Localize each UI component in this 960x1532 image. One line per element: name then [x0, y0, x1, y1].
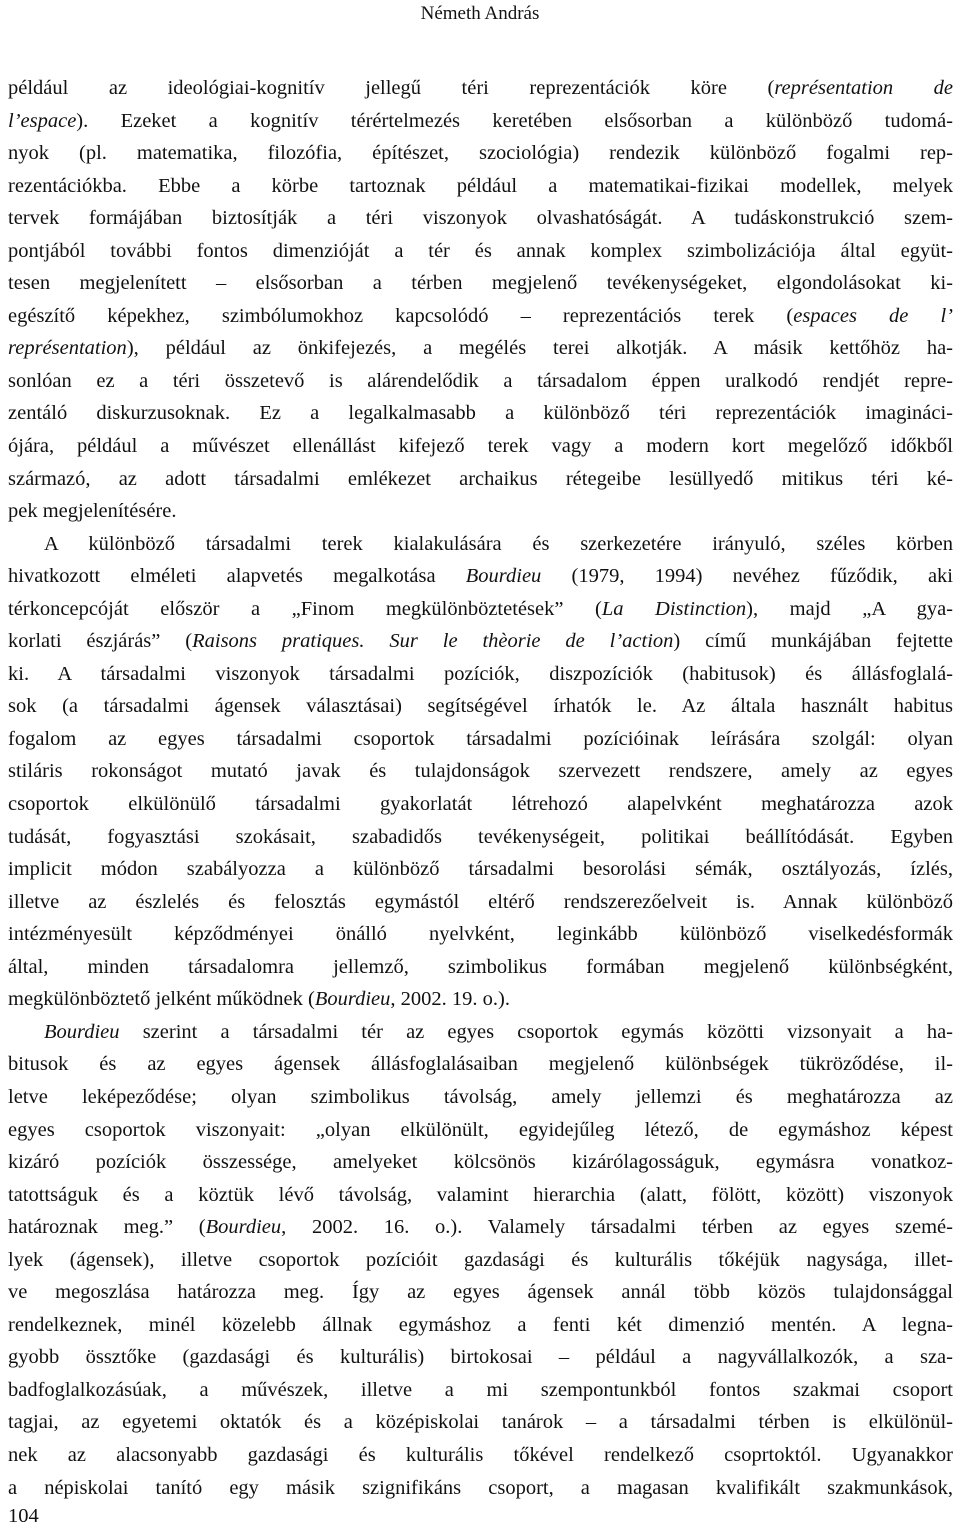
text-line: [8, 72, 953, 105]
text-run: ). Ezeket a kognitív térértelmezés keretében elsősorban a különböző tudomá-: [76, 109, 953, 132]
text-run: a népiskolai tanító egy másik szignifikáns csoport, a magasan kvalifikált szakmunkások,: [8, 1476, 953, 1499]
text-run: intézményesült képződményei önálló nyelvként, leginkább különböző viselkedésformák: [8, 923, 953, 946]
italic-text: représentation: [8, 337, 127, 360]
text-line: [8, 918, 953, 951]
text-run: implicit módon szabályozza a különböző társadalmi besorolási sémák, osztályozás, ízlés,: [8, 858, 953, 881]
text-line: [8, 202, 953, 235]
text-run: rezentációkba. Ebbe a körbe tartoznak például a matematikai-fizikai modellek, melyek: [8, 174, 953, 197]
text-run: illetve az észlelés és felosztás egymástól eltérő rendszerezőelveit is. Annak különböző: [8, 890, 953, 913]
text-run: csoportok elkülönülő társadalmi gyakorlatát létrehozó alapelvként meghatározza azok: [8, 793, 953, 816]
text-line: [8, 170, 953, 203]
text-run: tesen megjelenített – elsősorban a térben megjelenő tevékenységeket, elgondolásokat ki-: [8, 272, 953, 295]
text-line: [8, 788, 953, 821]
text-run: bitusok és az egyes ágensek állásfoglalásaiban megjelenő különbségek tükröződése, il-: [8, 1053, 953, 1076]
text-line: [8, 1472, 953, 1505]
text-line: [8, 1309, 953, 1342]
text-run: tervek formájában biztosítják a téri viszonyok olvashatóságát. A tudáskonstrukció szem-: [8, 207, 953, 230]
text-line: [8, 1244, 953, 1277]
text-run: származó, az adott társadalmi emlékezet archaikus rétegeibe lesüllyedő mitikus téri ké-: [8, 467, 953, 490]
text-run: által, minden társadalomra jellemző, szimbolikus formában megjelenő különbségként,: [8, 955, 953, 978]
italic-text: espaces de l’: [793, 304, 953, 327]
text-run: (1979, 1994) nevéhez fűződik, aki: [541, 565, 953, 588]
text-line: [8, 397, 953, 430]
text-line: [8, 235, 953, 268]
text-run: ki. A társadalmi viszonyok társadalmi pozíciók, diszpozíciók (habitusok) és állásfoglalá-: [8, 662, 953, 685]
text-line: [8, 267, 953, 300]
text-line: [8, 1146, 953, 1179]
text-line: [8, 1081, 953, 1114]
text-run: tudását, fogyasztási szokásait, szabadidős tevékenységeit, politikai beállítódását. Egyben: [8, 825, 953, 848]
text-run: sok (a társadalmi ágensek választásai) segítségével írhatók le. Az általa használt habitus: [8, 695, 953, 718]
text-run: ve megoszlása határozza meg. Így az egyes ágensek annál több közös tulajdonsággal: [8, 1281, 953, 1304]
text-line: [8, 1341, 953, 1374]
text-line: [8, 625, 953, 658]
text-line: [8, 463, 953, 496]
italic-text: Bourdieu: [44, 1020, 120, 1043]
text-run: például az ideológiai-kognitív jellegű téri reprezentációk köre (: [8, 77, 775, 99]
text-run: megkülönböztető jelként működnek (: [8, 988, 315, 1011]
text-line: [8, 430, 953, 463]
body-text: [8, 72, 953, 1504]
italic-text: représentation de: [774, 77, 953, 99]
text-run: határoznak meg.” (: [8, 1216, 206, 1239]
text-line: [8, 1016, 953, 1049]
text-run: lyek (ágensek), illetve csoportok pozícióit gazdasági és kulturális tőkéjük nagysága, illet-: [8, 1248, 953, 1271]
italic-text: Bourdieu: [465, 565, 542, 588]
text-run: pontjából további fontos dimenzióját a tér és annak komplex szimbolizációja által együt-: [8, 239, 953, 262]
text-run: zentáló diskurzusoknak. Ez a legalkalmasabb a különböző téri reprezentációk imagináci-: [8, 402, 953, 425]
text-line: [8, 105, 953, 138]
text-run: , 2002. 19. o.).: [390, 988, 510, 1011]
running-head-author: Németh András: [420, 3, 540, 24]
text-run: sonlóan ez a téri összetevő is alárendelődik a társadalom éppen uralkodó rendjét repre-: [8, 369, 953, 392]
text-run: tatottságuk és a köztük lévő távolság, valamint hierarchia (alatt, fölött, között) viszonyok: [8, 1183, 953, 1206]
text-line: [8, 1211, 953, 1244]
text-line: [8, 690, 953, 723]
text-line: [8, 755, 953, 788]
text-line: [8, 983, 953, 1016]
text-run: gyobb össztőke (gazdasági és kulturális) birtokosai – például a nagyvállalkozók, a sza-: [8, 1346, 953, 1369]
text-run: ), majd „A gya-: [746, 597, 953, 620]
text-run: ójára, például a művészet ellenállást kifejező terek vagy a modern kort megelőző időkből: [8, 435, 953, 458]
text-run: tagjai, az egyetemi oktatók és a középiskolai tanárok – a társadalmi térben is elkülönül-: [8, 1411, 953, 1434]
text-line: [8, 723, 953, 756]
text-line: [8, 365, 953, 398]
text-line: [8, 1406, 953, 1439]
text-run: szerint a társadalmi tér az egyes csoportok egymás közötti vizsonyait a ha-: [119, 1020, 953, 1043]
page-number: 104: [8, 1505, 39, 1527]
text-run: ) című munkájában fejtette: [673, 630, 953, 653]
text-run: térkoncepcóját először a „Finom megkülönböztetések” (: [8, 597, 602, 620]
text-line: [8, 495, 953, 528]
text-run: ), például az önkifejezés, a megélés terei alkotják. A másik kettőhöz ha-: [126, 337, 953, 360]
text-run: stiláris rokonságot mutató javak és tulajdonságok szervezett rendszere, amely az egyes: [8, 760, 953, 783]
text-line: [8, 1048, 953, 1081]
text-line: [8, 593, 953, 626]
italic-text: Bourdieu: [205, 1216, 282, 1239]
text-run: rendelkeznek, minél közelebb állnak egymáshoz a fenti két dimenzió mentén. A legna-: [8, 1313, 953, 1336]
text-line: [8, 137, 953, 170]
text-line: [8, 1179, 953, 1212]
italic-text: l’espace: [8, 109, 77, 132]
text-run: korlati észjárás” (: [8, 630, 193, 653]
text-run: pek megjelenítésére.: [8, 500, 177, 523]
text-run: A különböző társadalmi terek kialakulására és szerkezetére irányuló, széles körben: [44, 532, 953, 555]
text-line: [8, 1374, 953, 1407]
text-line: [8, 853, 953, 886]
text-line: [8, 560, 953, 593]
text-run: kizáró pozíciók összessége, amelyeket kölcsönös kizárólagosságuk, egymásra vonatkoz-: [8, 1151, 953, 1174]
text-run: egészítő képekhez, szimbólumokhoz kapcsolódó – reprezentációs terek (: [8, 304, 794, 327]
italic-text: Bourdieu: [314, 988, 391, 1011]
italic-text: La Distinction: [601, 597, 747, 620]
text-run: nyok (pl. matematika, filozófia, építészet, szociológia) rendezik különböző fogalmi rep-: [8, 142, 953, 165]
text-run: , 2002. 16. o.). Valamely társadalmi térben az egyes szemé-: [281, 1216, 953, 1239]
text-line: [8, 886, 953, 919]
text-line: [8, 332, 953, 365]
text-run: badfoglalkozásúak, a művészek, illetve a mi szempontunkból fontos szakmai csoport: [8, 1378, 953, 1401]
text-line: [8, 528, 953, 561]
text-run: letve leképeződése; olyan szimbolikus távolság, amely jellemzi és meghatározza az: [8, 1085, 953, 1108]
text-run: fogalom az egyes társadalmi csoportok társadalmi pozícióinak leírására szolgál: olyan: [8, 727, 953, 750]
text-run: egyes csoportok viszonyait: „olyan elkülönült, egyidejűleg létező, de egymáshoz képest: [8, 1118, 953, 1141]
text-line: [8, 300, 953, 333]
text-line: [8, 658, 953, 691]
italic-text: Raisons pratiques. Sur le thèorie de l’action: [192, 630, 674, 653]
text-line: [8, 1114, 953, 1147]
text-run: hivatkozott elméleti alapvetés megalkotása: [8, 565, 466, 588]
text-line: [8, 1276, 953, 1309]
text-line: [8, 951, 953, 984]
text-line: [8, 1439, 953, 1472]
text-line: [8, 821, 953, 854]
text-run: nek az alacsonyabb gazdasági és kulturális tőkével rendelkező csoprtoktól. Ugyanakkor: [8, 1443, 953, 1466]
